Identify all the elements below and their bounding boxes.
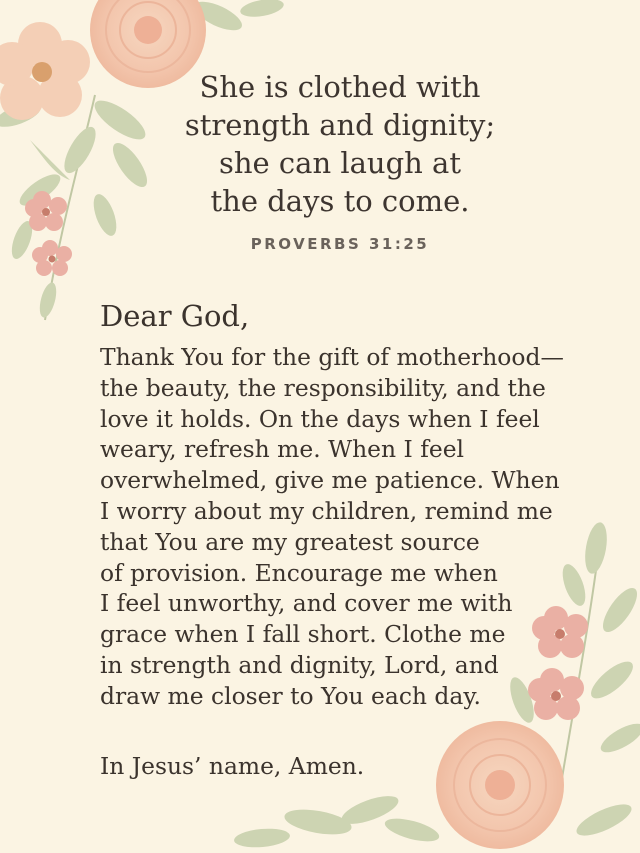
prayer-line: overwhelmed, give me patience. When xyxy=(100,466,560,495)
prayer-line: that You are my greatest source xyxy=(100,527,480,556)
prayer-line: love it holds. On the days when I feel xyxy=(100,404,540,433)
bible-verse xyxy=(150,68,530,220)
verse-line: she can laugh at xyxy=(218,146,461,180)
prayer-body xyxy=(100,342,564,712)
prayer-closing: In Jesus’ name, Amen. xyxy=(100,752,365,780)
blossoms-left xyxy=(25,191,72,276)
verse-line: the days to come. xyxy=(210,184,470,218)
prayer-line: I feel unworthy, and cover me with xyxy=(100,589,513,618)
prayer-line: draw me closer to You each day. xyxy=(100,681,481,710)
prayer-line: weary, refresh me. When I feel xyxy=(100,435,465,464)
prayer-line: I worry about my children, remind me xyxy=(100,496,553,525)
prayer-line: grace when I fall short. Clothe me xyxy=(100,620,506,649)
prayer-line: Thank You for the gift of motherhood— xyxy=(100,343,564,371)
verse-line: She is clothed with xyxy=(199,70,481,104)
verse-line: strength and dignity; xyxy=(184,108,496,142)
prayer-line: of provision. Encourage me when xyxy=(100,558,498,587)
rose-bottom-right xyxy=(436,721,564,849)
prayer-line: in strength and dignity, Lord, and xyxy=(100,650,499,679)
verse-reference: PROVERBS 31:25 xyxy=(250,235,430,253)
prayer-line: the beauty, the responsibility, and the xyxy=(100,373,546,402)
prayer-salutation: Dear God, xyxy=(100,299,250,333)
flower-top-left xyxy=(0,22,90,120)
